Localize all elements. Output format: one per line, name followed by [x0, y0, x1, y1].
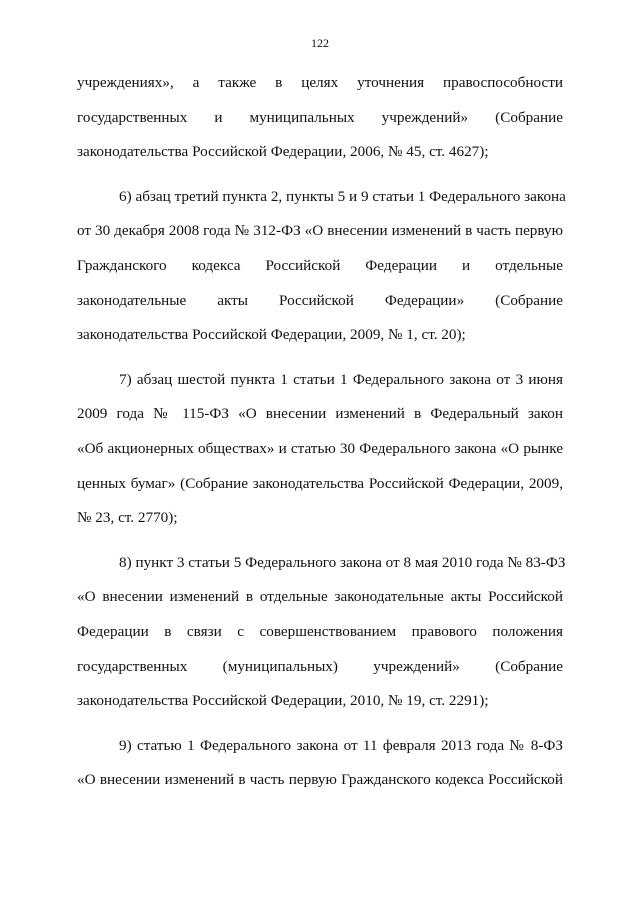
- text-line: 9) статью 1 Федерального закона от 11 февраля 2013 года № 8-ФЗ: [119, 736, 563, 754]
- text-line: Гражданского кодекса Российской Федерации и отдельные: [77, 256, 563, 274]
- text-line: от 30 декабря 2008 года № 312-ФЗ «О внесении изменений в часть первую: [77, 222, 563, 240]
- text-line: 8) пункт 3 статьи 5 Федерального закона от 8 мая 2010 года № 83-ФЗ: [119, 553, 566, 571]
- text-line: государственных и муниципальных учреждений» (Собрание: [77, 108, 563, 126]
- text-line: законодательства Российской Федерации, 2009, № 1, ст. 20);: [77, 326, 466, 344]
- text-line: государственных (муниципальных) учреждений» (Собрание: [77, 657, 563, 675]
- text-line: законодательства Российской Федерации, 2006, № 45, ст. 4627);: [77, 143, 489, 161]
- document-body: [77, 66, 566, 798]
- page-number: 122: [311, 36, 329, 50]
- text-line: законодательства Российской Федерации, 2010, № 19, ст. 2291);: [77, 692, 489, 710]
- text-line: ценных бумаг» (Собрание законодательства Российской Федерации, 2009,: [77, 474, 563, 492]
- paragraph-gap: [77, 170, 563, 180]
- list-item-6: [77, 180, 566, 353]
- text-line: «О внесении изменений в отдельные законодательные акты Российской: [77, 588, 563, 606]
- paragraph-gap: [77, 353, 563, 363]
- text-line: «Об акционерных обществах» и статью 30 Федерального закона «О рынке: [77, 439, 563, 457]
- list-item-9: [77, 729, 563, 798]
- text-line: 2009 года № 115-ФЗ «О внесении изменений в Федеральный закон: [77, 405, 563, 423]
- text-line: учреждениях», а также в целях уточнения правоспособности: [77, 74, 563, 91]
- paragraph-gap: [77, 719, 563, 729]
- text-line: № 23, ст. 2770);: [77, 509, 178, 527]
- paragraph-gap: [77, 536, 563, 546]
- text-line: Федерации в связи с совершенствованием правового положения: [77, 622, 563, 640]
- text-line: законодательные акты Российской Федерации» (Собрание: [77, 291, 563, 309]
- paragraph-continuation: [77, 66, 563, 170]
- list-item-7: [77, 363, 563, 536]
- list-item-8: [77, 546, 566, 719]
- text-line: 6) абзац третий пункта 2, пункты 5 и 9 статьи 1 Федерального закона: [119, 187, 566, 205]
- text-line: «О внесении изменений в часть первую Гражданского кодекса Российской: [77, 771, 563, 789]
- text-line: 7) абзац шестой пункта 1 статьи 1 Федерального закона от 3 июня: [119, 370, 563, 388]
